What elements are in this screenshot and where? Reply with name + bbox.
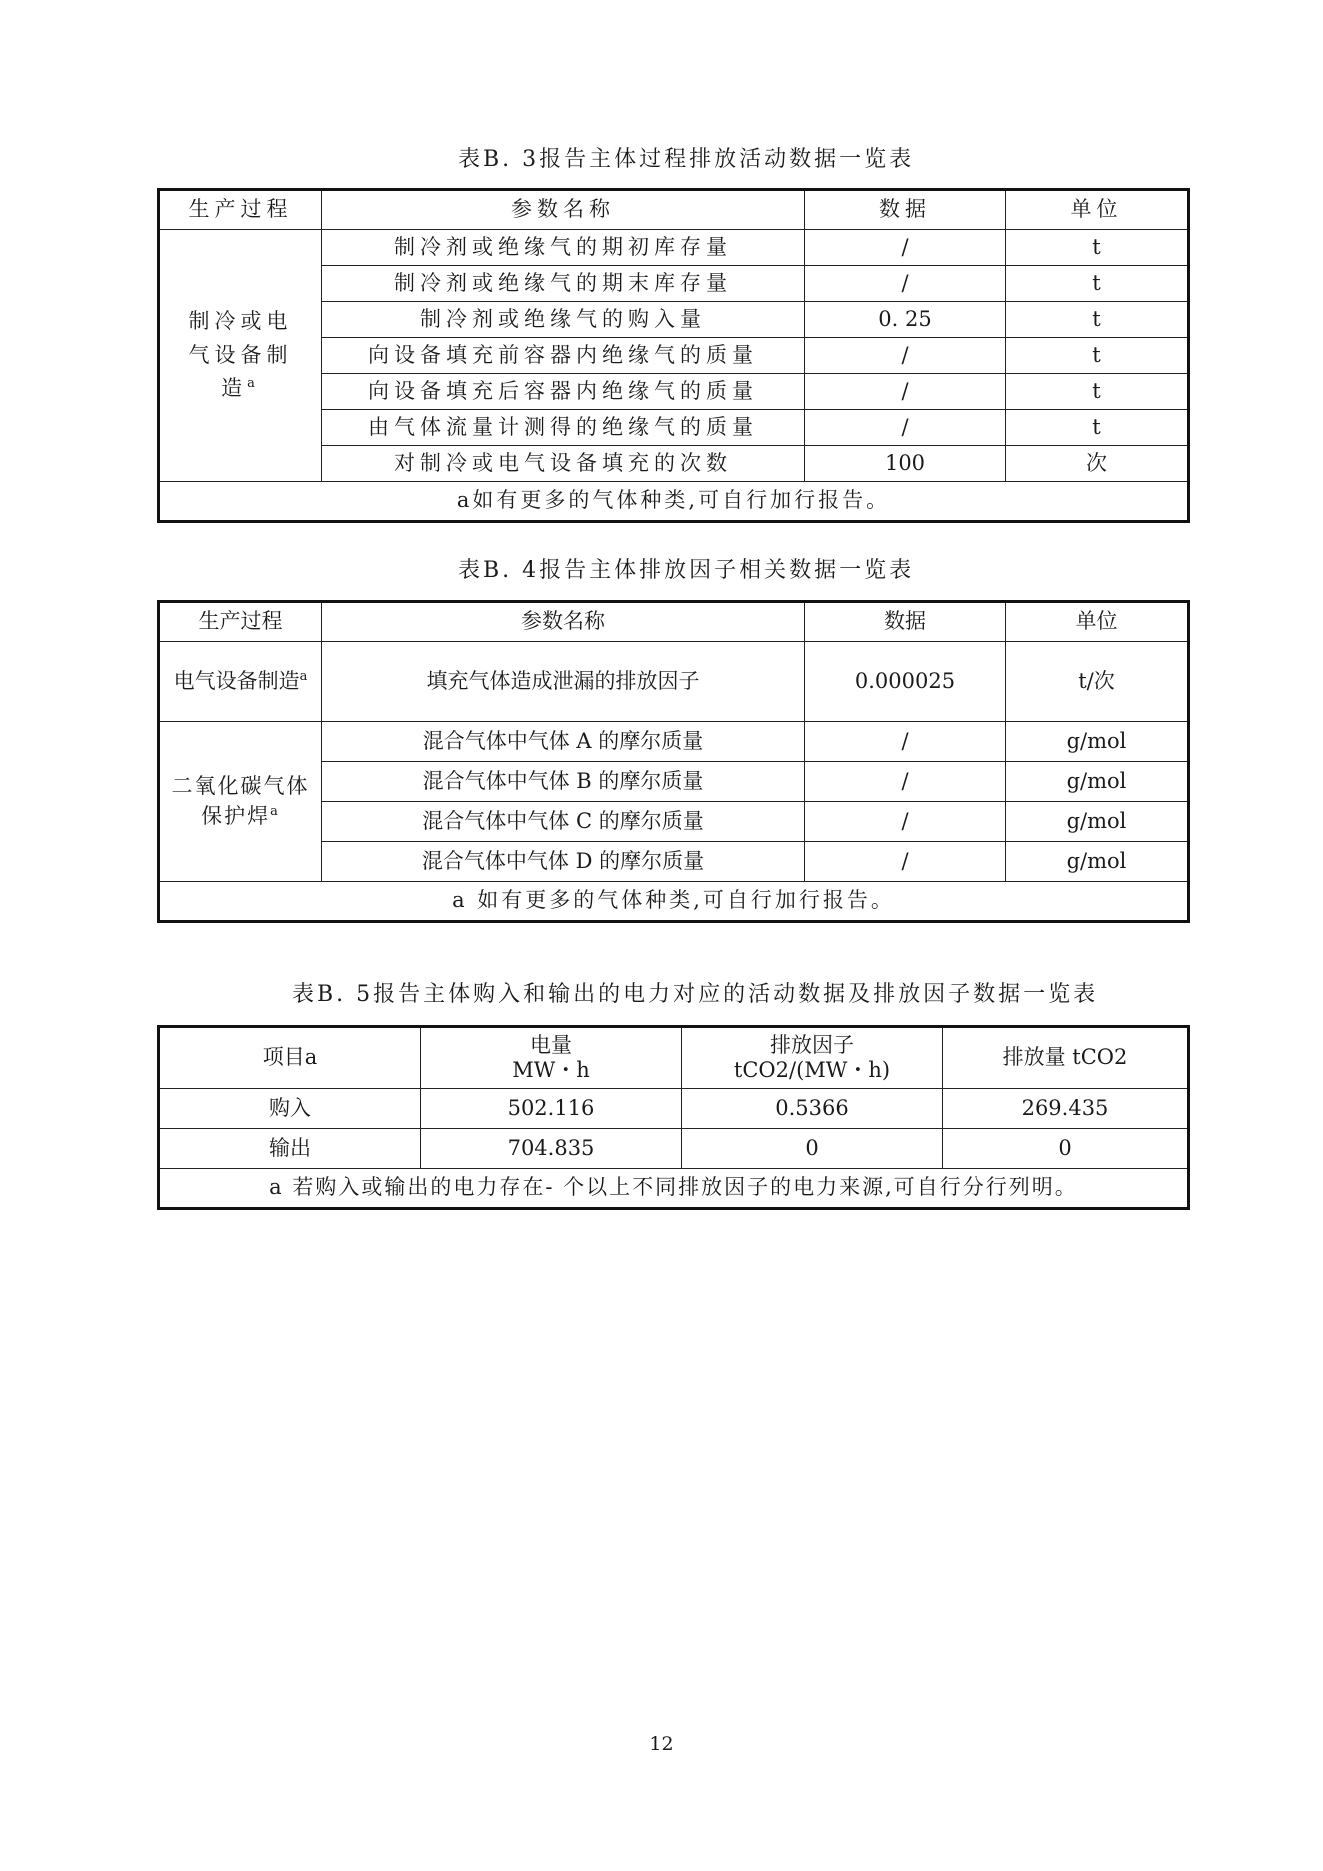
header-power-unit: MW・h [512,1058,590,1082]
table-b4 [157,600,1190,923]
process-label: 电气设备制造 [173,668,300,693]
table-row [159,722,1189,762]
row-emission: 269.435 [943,1089,1189,1129]
param-value: 0. 25 [805,302,1006,338]
table-row [159,230,1189,266]
param-name: 填充气体造成泄漏的排放因子 [322,642,805,722]
table-b4-caption: 表B. 4报告主体排放因子相关数据一览表 [458,558,915,583]
param-unit: t [1006,374,1189,410]
table-b5 [157,1025,1190,1210]
process-cell [159,230,322,482]
param-name: 混合气体中气体 C 的摩尔质量 [322,802,805,842]
param-value: / [805,266,1006,302]
param-value: / [805,722,1006,762]
table-b5-caption: 表B. 5报告主体购入和输出的电力对应的活动数据及排放因子数据一览表 [292,982,1099,1007]
param-name: 由气体流量计测得的绝缘气的质量 [322,410,805,446]
header-item: 项目a [159,1027,421,1089]
param-unit: t [1006,410,1189,446]
row-power: 502.116 [421,1089,682,1129]
table-b5-note-row [159,1169,1189,1209]
param-name: 对制冷或电气设备填充的次数 [322,446,805,482]
table-b5-footnote: a 若购入或输出的电力存在- 个以上不同排放因子的电力来源,可自行分行列明。 [159,1169,1189,1209]
header-param-name: 参数名称 [322,190,805,230]
table-b3-header-row [159,190,1189,230]
param-name: 制冷剂或绝缘气的购入量 [322,302,805,338]
param-unit: t/次 [1006,642,1189,722]
header-factor [682,1027,943,1089]
table-row [159,1129,1189,1169]
process-cell [159,642,322,722]
process-cell [159,722,322,882]
row-item: 购入 [159,1089,421,1129]
row-factor: 0 [682,1129,943,1169]
table-row [159,642,1189,722]
param-value: / [805,374,1006,410]
header-data: 数据 [805,190,1006,230]
param-value: 0.000025 [805,642,1006,722]
param-name: 制冷剂或绝缘气的期末库存量 [322,266,805,302]
header-emission: 排放量 tCO2 [943,1027,1189,1089]
param-name: 向设备填充前容器内绝缘气的质量 [322,338,805,374]
param-value: / [805,410,1006,446]
table-b4-footnote: a 如有更多的气体种类,可自行加行报告。 [159,882,1189,922]
process-label-line2: 保护焊 [201,803,271,828]
param-name: 制冷剂或绝缘气的期初库存量 [322,230,805,266]
row-factor: 0.5366 [682,1089,943,1129]
row-emission: 0 [943,1129,1189,1169]
param-unit: t [1006,230,1189,266]
param-unit: g/mol [1006,842,1189,882]
header-param-name: 参数名称 [322,602,805,642]
header-power-label: 电量 [530,1032,572,1057]
param-unit: g/mol [1006,762,1189,802]
header-power [421,1027,682,1089]
process-label-line1: 二氧化碳气体 [171,774,310,799]
table-b3-footnote: a如有更多的气体种类,可自行加行报告。 [159,482,1189,522]
header-process: 生产过程 [159,190,322,230]
header-factor-label: 排放因子 [770,1032,854,1057]
table-b4-header-row [159,602,1189,642]
table-b3 [157,188,1190,523]
table-b3-caption: 表B. 3报告主体过程排放活动数据一览表 [458,147,915,172]
param-unit: t [1006,338,1189,374]
header-unit: 单位 [1006,602,1189,642]
param-value: / [805,802,1006,842]
param-unit: g/mol [1006,802,1189,842]
header-factor-unit: tCO2/(MW・h) [733,1058,891,1082]
param-value: / [805,230,1006,266]
param-name: 混合气体中气体 B 的摩尔质量 [322,762,805,802]
row-power: 704.835 [421,1129,682,1169]
param-value: / [805,762,1006,802]
param-name: 向设备填充后容器内绝缘气的质量 [322,374,805,410]
process-label: 制冷或电气设备制造 [188,309,293,401]
param-value: 100 [805,446,1006,482]
table-b4-note-row [159,882,1189,922]
param-name: 混合气体中气体 D 的摩尔质量 [322,842,805,882]
table-b3-note-row [159,482,1189,522]
page-number: 12 [649,1733,674,1755]
table-b5-header-row [159,1027,1189,1089]
header-unit: 单位 [1006,190,1189,230]
param-unit: t [1006,266,1189,302]
row-item: 输出 [159,1129,421,1169]
table-row [159,1089,1189,1129]
param-value: / [805,338,1006,374]
param-unit: 次 [1006,446,1189,482]
process-footnote-mark: a [247,376,260,392]
param-unit: t [1006,302,1189,338]
param-value: / [805,842,1006,882]
param-name: 混合气体中气体 A 的摩尔质量 [322,722,805,762]
header-process: 生产过程 [159,602,322,642]
param-unit: g/mol [1006,722,1189,762]
header-data: 数据 [805,602,1006,642]
process-footnote-mark: a [270,803,280,819]
process-footnote-mark: a [299,668,308,684]
